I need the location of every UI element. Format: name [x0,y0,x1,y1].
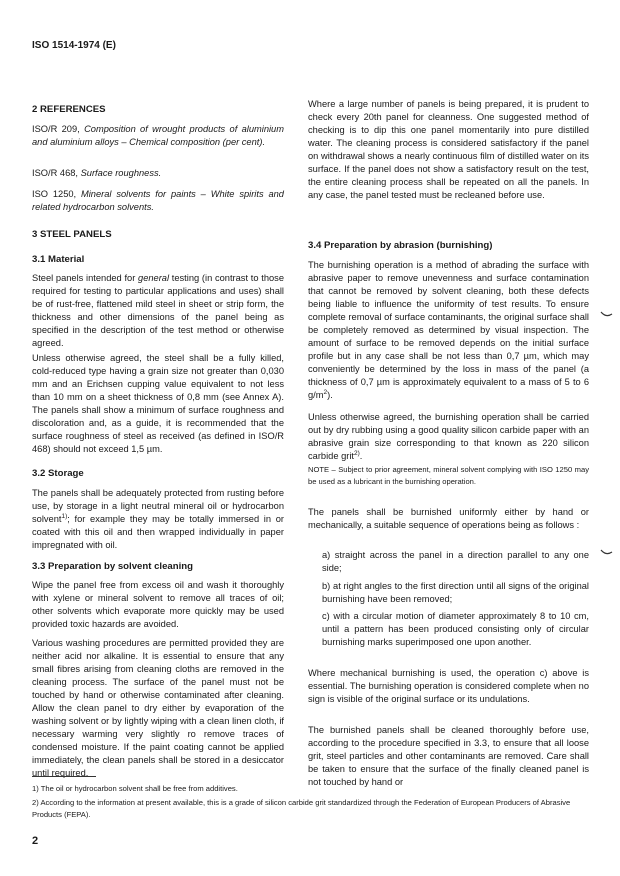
document-header: ISO 1514-1974 (E) [32,40,116,51]
footnote-ref: 2) [354,449,360,457]
text: The burnishing operation is a method of abrading the surface with abrasive paper to remove unevenness and surface contamination that cannot be removed by solvent cleaning, both these defects being liable to influence the uniformity of test results. To ensure complete removal of surface contaminants, the original surface shall be completely removed as determined by visual inspection. The amount of surface to be removed depends on the initial surface profile but in any case shall be not less than 0,7 µm, which may conveniently be determined by the loss in mass of the panel (a thickness of 0,7 µm is approximately equivalent to a mass of 5 to 6 g/m [308,260,589,400]
paragraph-abrasion-1 [308,259,589,402]
paragraph-solvent-cleaning-2: Various washing procedures are permitted provided they are neither acid nor alkaline. It is essential to ensure that any small fibres arising from cleaning cloths are removed in the cleaning process. The surface of the panel must not be touched by hand or otherwise contaminated after cleaning. Allow the clean panel to dry either by evaporation of the washing solvent or by lightly wiping with a clean linen cloth, if necessary warming very slightly ro remove traces of condensed moisture. If the paint coating cannot be applied immediately, the clean panels shall be stored in a desiccator until required. [32,638,284,778]
paragraph-solvent-cleaning-3: Where a large number of panels is being prepared, it is prudent to check every 20th panel for cleanness. One suggested method of checking is to dip this one panel momentarily into pure distilled water. The cleaning process is considered satisfactory if the panel on withdrawal shows a nearly continuous film of distilled water on its surface. If the panel does not show a satisfactory result on the test, the entire cleaning process shall be repeated on all the panels. In any case, the panel tested must be recleaned before use. [308,99,589,200]
paragraph-material-1 [32,272,284,350]
subsection-heading-storage: 3.2 Storage [32,468,84,479]
ref-title: Composition of wrought products of aluminium and aluminium alloys – Chemical composition (per cent). [32,124,284,147]
ref-title: Mineral solvents for paints – White spirits and related hydrocarbon solvents. [32,189,284,212]
section-heading-steel-panels: 3 STEEL PANELS [32,229,112,240]
section-heading-references: 2 REFERENCES [32,104,106,115]
subsection-heading-solvent-cleaning: 3.3 Preparation by solvent cleaning [32,561,194,572]
paragraph-solvent-cleaning-1: Wipe the panel free from excess oil and wash it thoroughly with xylene or mineral solvent to remove all traces of oil; other solvents which evaporate more quickly may be used provided toxic hazards are avoided. [32,580,284,629]
text: Steel panels intended for [32,273,136,283]
ref-code: ISO 1250, [32,189,77,199]
footnote-2: 2) According to the information at present available, this is a grade of silicon carbide grit standardized through the Federation of European Producers of Abrasive Products (FEPA). [32,798,571,819]
margin-mark-icon [600,548,614,558]
subsection-heading-abrasion: 3.4 Preparation by abrasion (burnishing) [308,240,493,251]
paragraph-material-2: Unless otherwise agreed, the steel shall be a fully killed, cold-reduced type having a grain size not greater than 0,030 mm and an Erichsen cupping value equivalent to not less than 10 mm on a sheet thickness of 0,8 mm (see Annex A). The panels shall show a minimum of surface roughness and discoloration and, as a guide, it is recommended that the surface roughness of steel as received (as defined in ISO/R 468) should not exceed 1,5 µm. [32,353,284,454]
text: . [359,451,363,461]
text: Unless otherwise agreed, the burnishing operation shall be carried out by dry rubbing using a good quality silicon carbide paper with an abrasive grain size corresponding to that known as 220 silicon carbide grit [308,412,589,461]
subsection-heading-material: 3.1 Material [32,254,85,265]
paragraph-abrasion-5: The burnished panels shall be cleaned thoroughly before use, according to the procedure specified in 3.3, to ensure that all loose grit, steel particles and other contaminants are removed. Care shall be taken to ensure that the surface of the finally cleaned panel is not touched by hand or [308,725,589,787]
reference-iso-1250 [32,188,284,214]
emphasis: general [138,273,170,283]
footnote-ref: 1) [61,512,68,520]
paragraph-abrasion-2 [308,411,589,463]
list-item-b: b) at right angles to the first direction until all signs of the original burnishing have been removed; [322,581,589,604]
ref-code: ISO/R 468, [32,168,78,178]
note: NOTE – Subject to prior agreement, mineral solvent complying with ISO 1250 may be used as a lubricant in the burnishing operation. [308,465,589,486]
ref-title: Surface roughness. [80,168,162,178]
paragraph-storage [32,487,284,552]
footnote-1: 1) The oil or hydrocarbon solvent shall be free from additives. [32,784,238,793]
list-item-a: a) straight across the panel in a direction parallel to any one side; [322,550,589,573]
reference-iso-r-209 [32,123,284,149]
reference-iso-r-468 [32,167,284,180]
paragraph-abrasion-4: Where mechanical burnishing is used, the operation c) above is essential. The burnishing operation is considered complete when no sign is visible of the original surface or its undulations. [308,668,589,704]
superscript: 2 [323,388,328,396]
paragraph-abrasion-3: The panels shall be burnished uniformly either by hand or mechanically, a suitable sequence of operations being as follows : [308,507,589,530]
text: testing (in contrast to those required for testing to particular applications and uses) shall be of rust-free, flattened mild steel in sheet or strip form, the thickness and other dimensions of the panel being as specified in the description of the test method or otherwise agreed. [32,273,284,348]
ref-code: ISO/R 209, [32,124,80,134]
text: The panels shall be adequately protected from rusting before use, by storage in a light neutral mineral oil or hydrocarbon solvent [32,488,284,524]
text: ). [327,390,333,400]
text: ; for example they may be totally immersed in or coated with this oil and then wrapped individually in paper impregnated with oil. [32,514,284,550]
list-item-c: c) with a circular motion of diameter approximately 8 to 10 cm, until a pattern has been produced consisting only of circular burnishing marks superimposed one upon another. [322,611,589,647]
page-number: 2 [32,835,39,847]
footnote-divider [32,776,96,777]
margin-mark-icon [600,310,614,320]
